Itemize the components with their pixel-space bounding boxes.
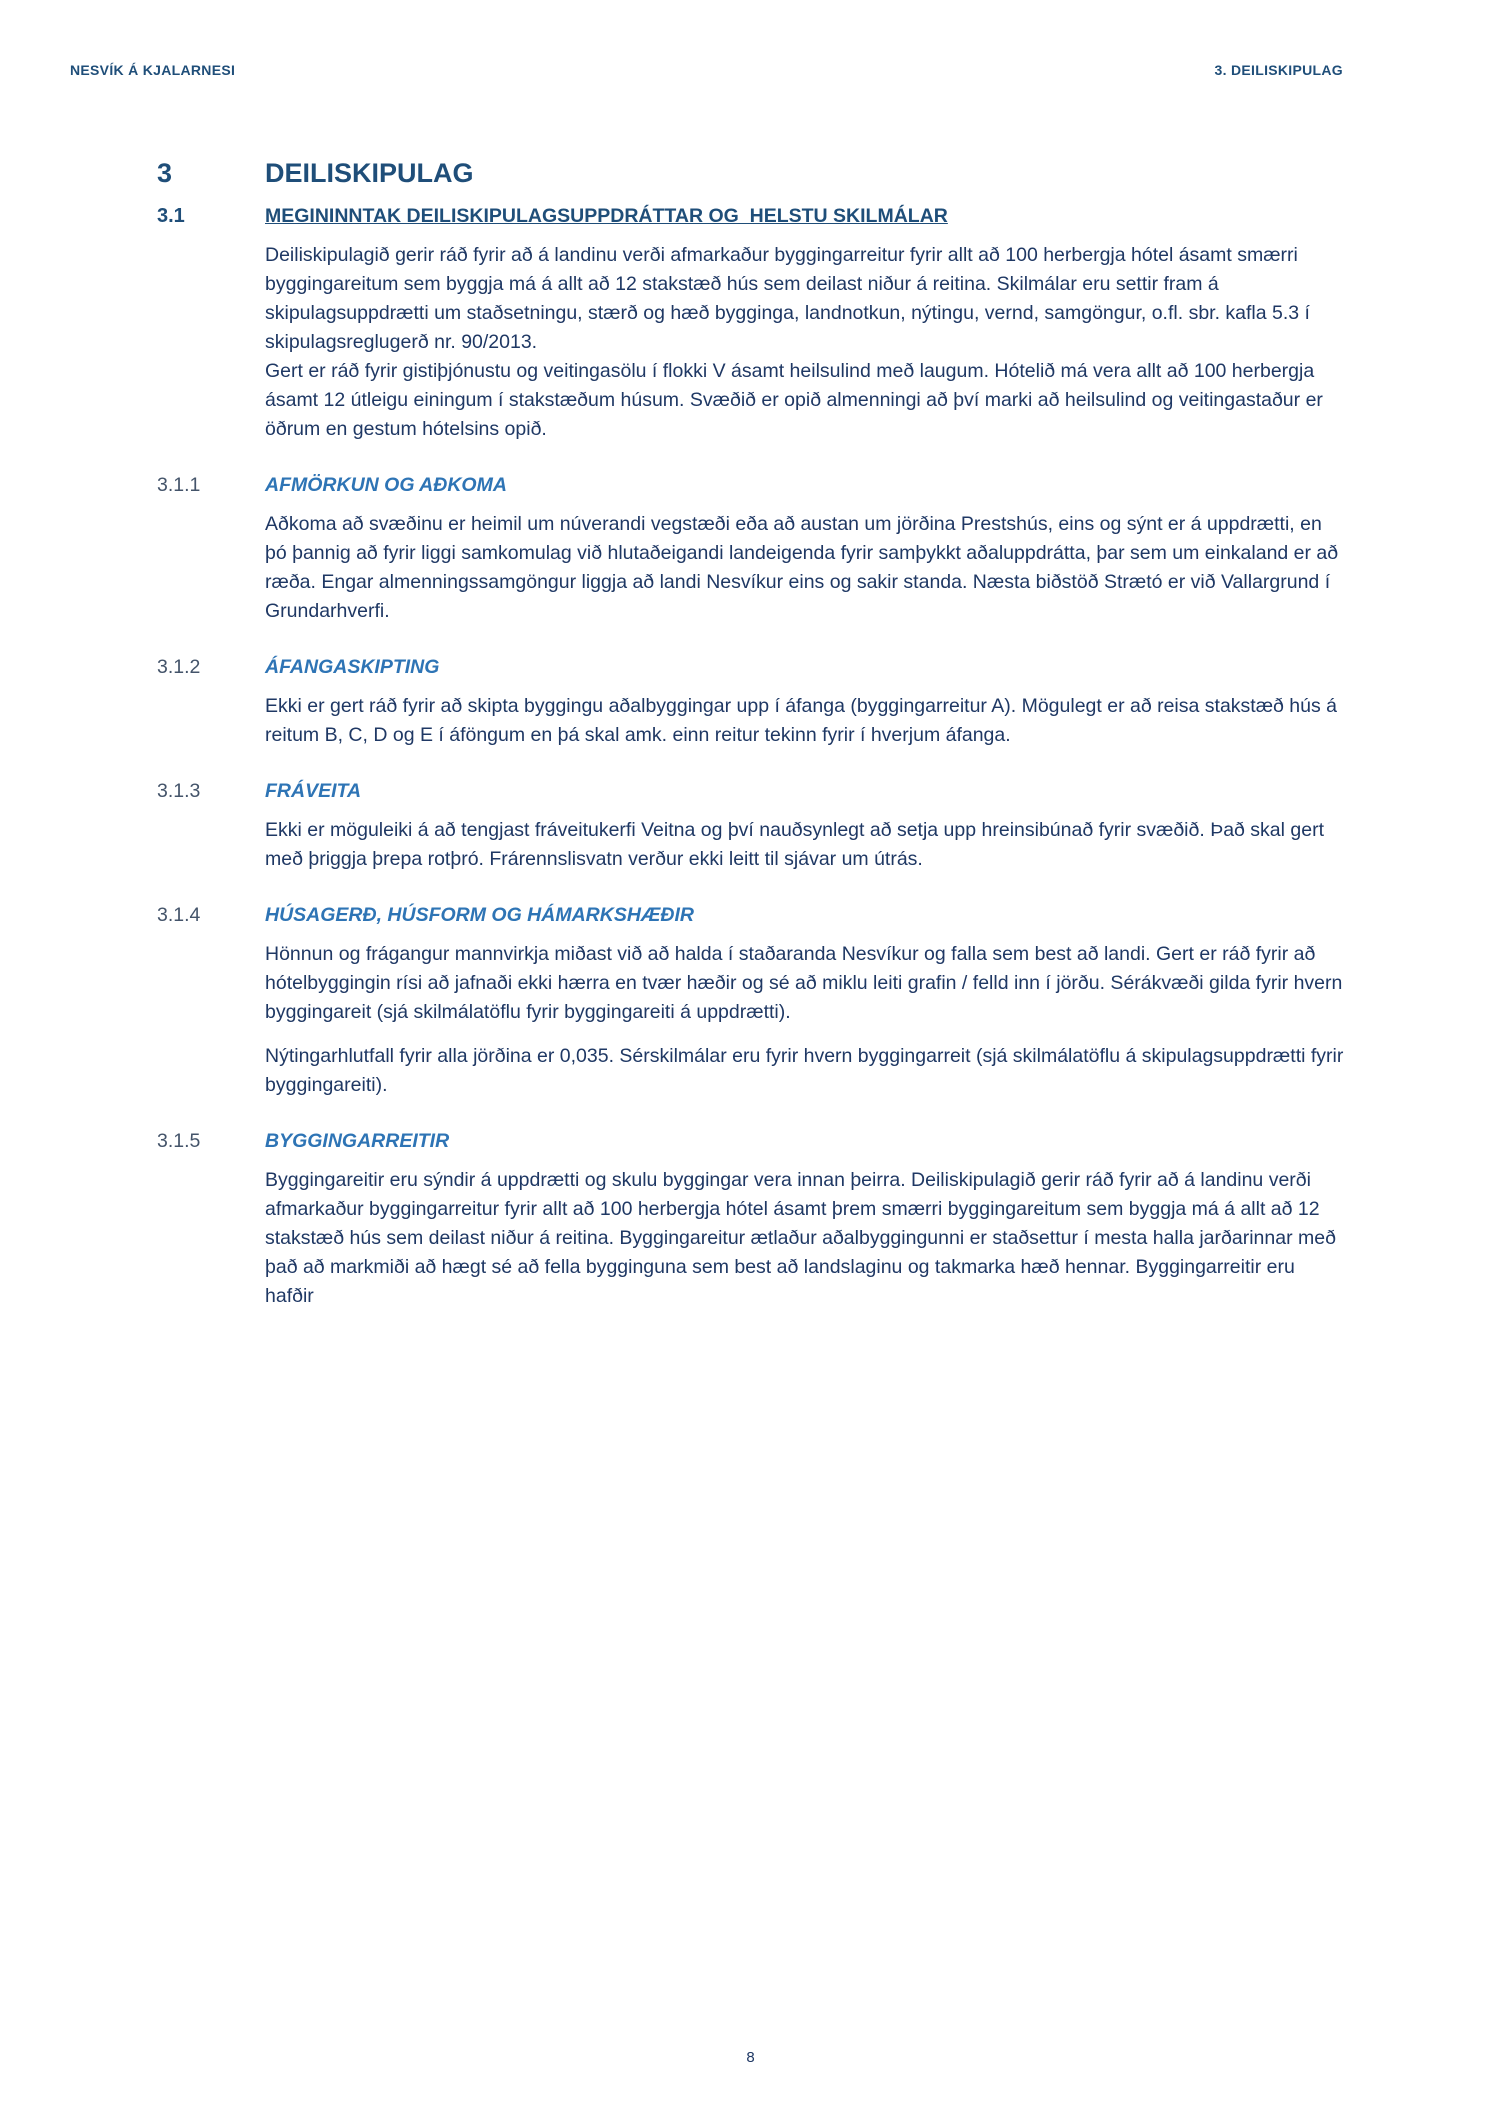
header-right-chapter-title: 3. DEILISKIPULAG xyxy=(1214,62,1343,78)
section-heading: HÚSAGERÐ, HÚSFORM OG HÁMARKSHÆÐIR xyxy=(265,904,694,926)
section-number: 3.1.5 xyxy=(157,1130,201,1152)
section-heading: DEILISKIPULAG xyxy=(265,158,474,188)
section-heading: AFMÖRKUN OG AÐKOMA xyxy=(265,474,507,496)
header-left-running-title: NESVÍK Á KJALARNESI xyxy=(70,62,236,78)
paragraph: Deiliskipulagið gerir ráð fyrir að á landinu verði afmarkaður byggingarreitur fyrir allt að 100 herbergja hótel ásamt smærri byggingareitum sem byggja má á allt að 12 stakstæð hús sem deilast niður á reitina. Skilmálar eru settir fram á skipulagsuppdrætti um staðsetningu, stærð og hæð bygginga, landnotkun, nýtingu, vernd, samgöngur, o.fl. sbr. kafla 5.3 í skipulagsreglugerð nr. 90/2013. xyxy=(265,244,1310,353)
paragraph: Gert er ráð fyrir gistiþjónustu og veitingasölu í flokki V ásamt heilsulind með laugum. Hótelið má vera allt að 100 herbergja ásamt 12 útleigu einingum í stakstæðum húsum. Svæðið er opið almenningi að því marki að heilsulind og veitingastaður er öðrum en gestum hótelsins opið. xyxy=(265,360,1323,440)
section-3-1-3 xyxy=(157,780,1345,874)
section-3-1 xyxy=(157,203,1345,444)
section-number: 3.1.1 xyxy=(157,474,201,496)
paragraph: Hönnun og frágangur mannvirkja miðast við að halda í staðaranda Nesvíkur og falla sem best að landi. Gert er ráð fyrir að hótelbyggingin rísi að jafnaði ekki hærra en tvær hæðir og sé að miklu leiti grafin / felld inn í jörðu. Sérákvæði gilda fyrir hvern byggingareit (sjá skilmálatöflu fyrir byggingareiti á uppdrætti). xyxy=(265,943,1343,1023)
section-number: 3.1.4 xyxy=(157,904,201,926)
paragraph: Byggingareitir eru sýndir á uppdrætti og skulu byggingar vera innan þeirra. Deiliskipulagið gerir ráð fyrir að á landinu verði afmarkaður byggingarreitur fyrir allt að 100 herbergja hótel ásamt þrem smærri byggingareitum sem byggja má á allt að 12 stakstæð hús sem deilast niður á reitina. Byggingareitur ætlaður aðalbyggingunni er staðsettur í mesta halla jarðarinnar með það að markmiði að hægt sé að fella bygginguna sem best að landslaginu og takmarka hæð hennar. Byggingarreitir eru hafðir xyxy=(265,1169,1336,1307)
section-number: 3 xyxy=(157,158,173,188)
document-content xyxy=(157,158,1345,1341)
paragraph: Nýtingarhlutfall fyrir alla jörðina er 0,035. Sérskilmálar eru fyrir hvern byggingarreit (sjá skilmálatöflu á skipulagsuppdrætti fyrir byggingareiti). xyxy=(265,1045,1344,1096)
section-heading: MEGININNTAK DEILISKIPULAGSUPPDRÁTTAR OG HELSTU SKILMÁLAR xyxy=(265,205,948,227)
section-heading: FRÁVEITA xyxy=(265,780,362,802)
section-number: 3.1.3 xyxy=(157,780,201,802)
page-header xyxy=(70,62,1343,78)
section-3-1-1 xyxy=(157,474,1345,626)
paragraph: Ekki er gert ráð fyrir að skipta byggingu aðalbyggingar upp í áfanga (byggingarreitur A). Mögulegt er að reisa stakstæð hús á reitum B, C, D og E í áföngum en þá skal amk. einn reitur tekinn fyrir í hverjum áfanga. xyxy=(265,695,1338,746)
section-number: 3.1 xyxy=(157,205,185,227)
section-heading: ÁFANGASKIPTING xyxy=(265,656,440,678)
paragraph: Aðkoma að svæðinu er heimil um núverandi vegstæði eða að austan um jörðina Prestshús, eins og sýnt er á uppdrætti, en þó þannig að fyrir liggi samkomulag við hlutaðeigandi landeigenda fyrir samþykkt aðaluppdrátta, þar sem um einkaland er að ræða. Engar almenningssamgöngur liggja að landi Nesvíkur eins og sakir standa. Næsta biðstöð Strætó er við Vallargrund í Grundarhverfi. xyxy=(265,513,1339,622)
page-footer xyxy=(0,2049,1501,2066)
paragraph: Ekki er möguleiki á að tengjast fráveitukerfi Veitna og því nauðsynlegt að setja upp hreinsibúnað fyrir svæðið. Það skal gert með þriggja þrepa rotþró. Frárennslisvatn verður ekki leitt til sjávar um útrás. xyxy=(265,819,1325,870)
section-3 xyxy=(157,158,1345,189)
section-number: 3.1.2 xyxy=(157,656,201,678)
section-3-1-5 xyxy=(157,1130,1345,1311)
section-3-1-4 xyxy=(157,904,1345,1100)
section-heading: BYGGINGARREITIR xyxy=(265,1130,450,1152)
page-number: 8 xyxy=(746,2049,755,2066)
section-3-1-2 xyxy=(157,656,1345,750)
